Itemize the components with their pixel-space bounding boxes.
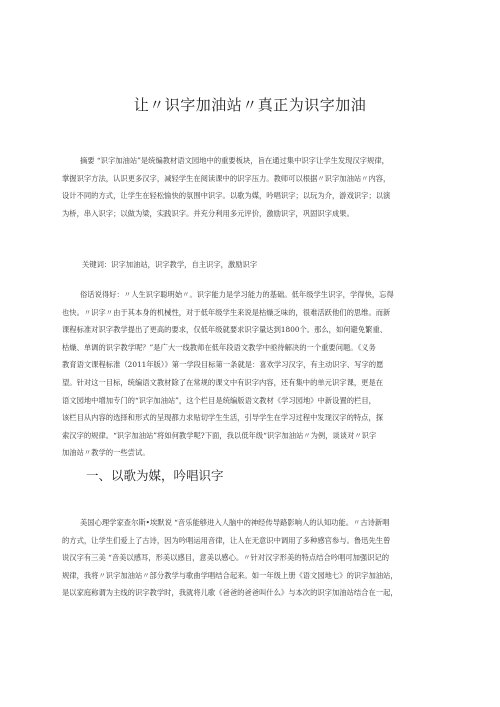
section1-line: 是以家庭称谓为主线的识字教学时，我就将儿歌《爸爸的爸爸叫什么》与本次的识字加油站结合在一起， <box>62 588 398 598</box>
intro-line: 语文园地中增加专门的“识字加油站”，这个栏目是统编版语文教材《学习园地》中新设置的栏目， <box>62 395 376 405</box>
abstract-line: 摘要 “识字加油站”是统编教材语文园地中的重要板块，旨在通过集中识字让学生发现汉字规律， <box>80 156 389 165</box>
section1-line: 的方式，让学生们爱上了古诗，因为吟唱运用音律，让人在无意识中调用了多种感官参与。鲁迅先生曾 <box>62 535 391 545</box>
intro-line: 枯燥、单调的识字教学呢？”是广大一线教师在低年段语文教学中亟待解决的一个重要问题。《义务 <box>62 342 376 352</box>
intro-line: 该栏目从内容的选择和形式的呈现都力求贴切学生生活，引导学生在学习过程中发现汉字的特点，探 <box>62 413 384 423</box>
intro-line: 索汉字的规律。“识字加油站”将如何教学呢?下面，我以低年级“识字加油站〃为例，谈谈对〃识字 <box>62 430 377 440</box>
section-heading: 一、以歌为媒，吟唱识字 <box>86 468 224 483</box>
abstract-line: 掌握识字方法，认识更多汉字，减轻学生在阅读课中的识字压力。教师可以根据〃识字加油站〃内容， <box>62 173 391 183</box>
page-title: 让〃识字加油站〃真正为识字加油 <box>133 96 367 114</box>
intro-line: 也快。〃识字〃由于其本身的机械性，对于低年级学生来说是枯燥乏味的，很难活跃他们的思维。而新 <box>62 307 391 317</box>
intro-line: 课程标准对识字教学提出了更高的要求，仅低年级就要求识字量达到1800个。那么，如何避免繁重、 <box>62 325 388 335</box>
intro-line: 望。针对这一目标，统编语文教材除了在常规的课文中有识字内容，还有集中的单元识字课，更是在 <box>62 377 384 387</box>
section1-line: 美国心理学家查尔斯•埃默说 “音乐能够进入人脑中的神经传导路影响人的认知功能。〃古诗新唱 <box>80 518 390 527</box>
intro-block <box>62 286 444 462</box>
intro-line: 加油站〃教学的一些尝试。 <box>62 448 150 458</box>
keywords: 关键词：识字加油站，识字教学，自主识字，激励识字 <box>82 260 258 269</box>
abstract-block <box>62 152 444 222</box>
section1-paragraph <box>62 514 444 602</box>
section1-line: 说汉字有三美 “音美以感耳，形美以感目，意美以感心。〃针对汉字形美的特点结合吟唱可加强识记的 <box>62 553 390 563</box>
abstract-line: 为桥，串入识字；以做为梁，实践识字。并充分利用多元评价，激励识字，巩固识字成果。 <box>62 208 354 218</box>
intro-line: 俗话说得好：〃人生识字聪明始〃。识字能力是学习能力的基础。低年级学生识字，学得快，忘得 <box>80 290 394 299</box>
intro-line: 教育语文课程标准（2011年版）》第一学段目标第一条就是：喜欢学习汉字，有主动识字、写字的愿 <box>62 360 384 370</box>
abstract-line: 设计不同的方式，让学生在轻松愉快的氛围中识字。以歌为媒，吟唱识字；以玩为介，游戏识字；以演 <box>62 191 391 201</box>
section1-line: 规律，我将〃识字加油站〃部分教学与歌曲学唱结合起来。如一年级上册《语文园地七》的识字加油站， <box>62 570 398 580</box>
